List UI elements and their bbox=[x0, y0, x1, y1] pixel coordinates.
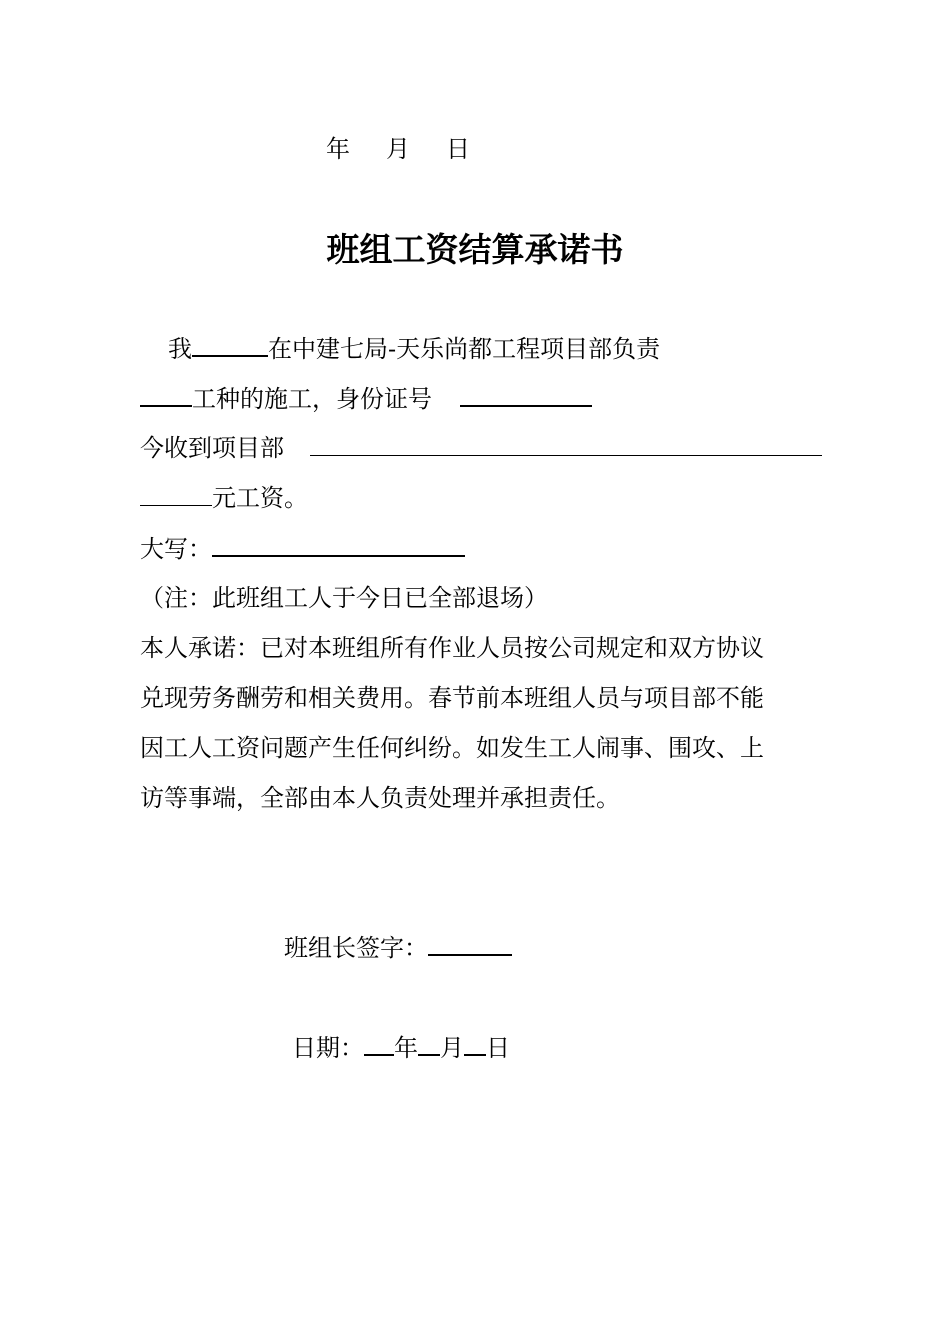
line-received bbox=[140, 433, 822, 463]
line-name bbox=[168, 333, 660, 364]
line-capital-amount bbox=[140, 533, 465, 564]
date-line bbox=[292, 1032, 510, 1063]
document-title: 班组工资结算承诺书 bbox=[326, 230, 624, 269]
date-year: 年 bbox=[394, 1034, 418, 1062]
line2-text: 工种的施工，身份证号 bbox=[192, 385, 432, 413]
line-trade-id bbox=[140, 383, 592, 414]
month-blank[interactable] bbox=[418, 1032, 440, 1056]
header-month: 月 bbox=[386, 135, 410, 163]
year-blank[interactable] bbox=[364, 1032, 394, 1056]
date-day: 日 bbox=[486, 1034, 510, 1062]
line5-text: 大写： bbox=[140, 535, 212, 563]
signature-blank[interactable] bbox=[428, 932, 512, 956]
promise-line-3: 因工人工资问题产生任何纠纷。如发生工人闹事、围攻、上 bbox=[140, 734, 764, 762]
id-number-blank[interactable] bbox=[460, 383, 592, 407]
line4-text: 元工资。 bbox=[212, 484, 308, 512]
capital-amount-blank[interactable] bbox=[212, 533, 465, 557]
header-year: 年 bbox=[326, 135, 350, 163]
header-date bbox=[326, 134, 470, 164]
amount-number-blank[interactable] bbox=[140, 483, 212, 506]
signature-label: 班组长签字： bbox=[284, 934, 428, 962]
trade-blank[interactable] bbox=[140, 383, 192, 407]
date-label: 日期： bbox=[292, 1034, 364, 1062]
note: （注：此班组工人于今日已全部退场） bbox=[140, 584, 548, 612]
line-amount bbox=[140, 483, 308, 513]
amount-blank[interactable] bbox=[310, 433, 822, 456]
promise-line-4: 访等事端，全部由本人负责处理并承担责任。 bbox=[140, 784, 620, 812]
signature-line bbox=[284, 932, 512, 963]
day-blank[interactable] bbox=[464, 1032, 486, 1056]
line3-text: 今收到项目部 bbox=[140, 434, 284, 462]
promise-line-2: 兑现劳务酬劳和相关费用。春节前本班组人员与项目部不能 bbox=[140, 684, 764, 712]
promise-line-1: 本人承诺：已对本班组所有作业人员按公司规定和双方协议 bbox=[140, 634, 764, 662]
header-day: 日 bbox=[446, 135, 470, 163]
name-blank[interactable] bbox=[192, 333, 268, 357]
date-month: 月 bbox=[440, 1034, 464, 1062]
line1-text: 在中建七局-天乐尚都工程项目部负责 bbox=[268, 335, 661, 363]
line1-prefix: 我 bbox=[168, 335, 192, 363]
